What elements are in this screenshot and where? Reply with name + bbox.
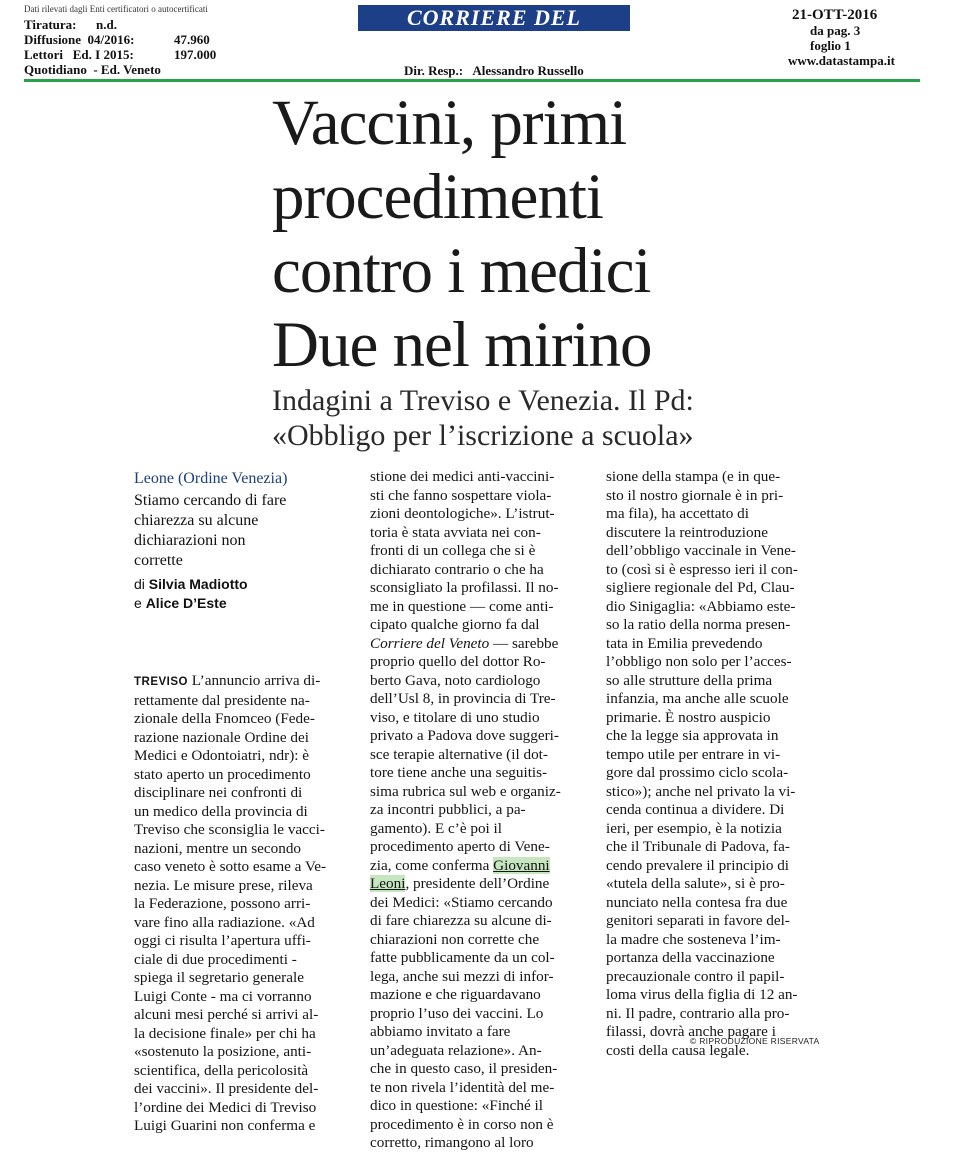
body-line: sconsigliato la profilassi. Il no- (370, 579, 559, 596)
body-line: di fare chiarezza su alcune di- (370, 912, 552, 929)
body-line: vare fino alla radiazione. «Ad (134, 913, 315, 931)
quote-kicker: Leone (Ordine Venezia) (134, 470, 288, 487)
pull-quote (134, 491, 354, 571)
body-line: dell’Usl 8, in provincia di Tre- (370, 690, 556, 707)
body-line: proprio quello del dottor Ro- (370, 653, 546, 670)
body-line: dio Sinigaglia: «Abbiamo este- (606, 597, 796, 615)
body-column-1 (134, 672, 348, 1136)
author-name: Alice D’Este (145, 595, 227, 611)
readers-label: Lettori Ed. I 2015: (24, 47, 134, 62)
body-line: fatte pubblicamente da un col- (370, 949, 555, 966)
body-line: procedimento aperto di Vene- (370, 838, 550, 855)
body-line: Luigi Guarini non conferma e (134, 1117, 316, 1134)
body-line: gore dal prossimo ciclo scola- (606, 764, 789, 781)
body-line: la Federazione, possono arri- (134, 895, 311, 912)
body-line: tore tiene anche una seguitis- (370, 764, 548, 781)
body-line: tempo utile per entrare in vi- (606, 745, 781, 763)
diffusion-label: Diffusione 04/2016: (24, 32, 135, 47)
body-line: corretto, rimangono al loro (370, 1134, 534, 1151)
body-line: loma virus della figlia di 12 an- (606, 986, 798, 1003)
subhead-line: «Obbligo per l’iscrizione a scuola» (272, 419, 694, 452)
body-line: berto Gava, noto cardiologo (370, 671, 541, 689)
readers-row (24, 47, 324, 62)
edition-label: Quotidiano - Ed. Veneto (24, 62, 161, 77)
issue-info (788, 8, 928, 68)
pull-quote-line: dichiarazioni non (134, 532, 246, 549)
website-link[interactable]: www.datastampa.it (788, 53, 895, 68)
body-line: fronti di un collega che si è (370, 542, 536, 559)
body-line: cendo prevalere il principio di (606, 856, 790, 874)
body-column-2 (370, 468, 584, 1153)
body-line: spiega il segretario generale (134, 969, 304, 986)
circulation-info (24, 17, 324, 77)
subheadline (272, 383, 932, 453)
body-line: alcuni mesi perché si arrivi al- (134, 1006, 319, 1023)
body-text: , presidente dell’Ordine (405, 875, 550, 892)
body-line: sigliere regionale del Pd, Clau- (606, 579, 795, 596)
body-line: sce terapie alternative (il dot- (370, 745, 548, 763)
pull-quote-line: Stiamo cercando di fare (134, 492, 287, 509)
body-line: privato a Padova dove suggeri- (370, 727, 559, 744)
body-line: scientifica, della pericolosità (134, 1061, 309, 1079)
body-line: gamento). E c’è poi il (370, 819, 503, 837)
headline (272, 86, 932, 382)
byline (134, 575, 248, 613)
body-line: cenda continua a dividere. Di (606, 801, 785, 818)
body-line: toria è stata avviata nei con- (370, 523, 541, 541)
issue-date: 21-OTT-2016 (792, 7, 878, 23)
pull-quote-line: corrette (134, 552, 183, 569)
body-line: «tutela della salute», si è pro- (606, 875, 785, 892)
readers-value: 197.000 (174, 47, 217, 62)
copyright-notice: © RIPRODUZIONE RISERVATA (690, 1036, 820, 1046)
body-line: la madre che sosteneva l’im- (606, 930, 781, 948)
body-line: razione nazionale Ordine dei (134, 728, 309, 746)
body-line: ma fila), ha accettato di (606, 505, 749, 522)
diffusion-row (24, 32, 324, 47)
body-line: costi della causa legale. (606, 1041, 750, 1059)
body-line: to (così si è espresso ieri il con- (606, 560, 798, 578)
byline-prefix: di (134, 576, 145, 592)
director-label: Dir. Resp.: (404, 63, 464, 78)
circulation-row (24, 17, 324, 32)
body-line (134, 672, 348, 692)
page-reference: da pag. 3 (810, 23, 861, 38)
body-line: discutere la reintroduzione (606, 523, 768, 541)
body-text: zia, come conferma (370, 856, 494, 874)
body-line: lega, anche sui mezzi di infor- (370, 967, 554, 985)
body-line: la decisione finale» per chi ha (134, 1024, 316, 1042)
headline-line: Vaccini, primi (272, 87, 627, 159)
body-line: ni. Il padre, contrario alla pro- (606, 1004, 790, 1022)
body-line: che in questo caso, il presiden- (370, 1060, 558, 1077)
body-line: primarie. È nostro auspicio (606, 708, 771, 726)
subhead-line: Indagini a Treviso e Venezia. Il Pd: (272, 384, 694, 417)
body-line: «sostenuto la posizione, anti- (134, 1043, 312, 1060)
director-name: Alessandro Russello (472, 63, 584, 78)
circulation-label: Tiratura: (24, 17, 77, 32)
byline-author-1 (134, 575, 248, 594)
diffusion-value: 47.960 (174, 32, 210, 47)
certification-note: Dati rilevati dagli Enti certificatori o autocertificati (24, 4, 208, 14)
body-line: dichiarato contrario o che ha (370, 560, 544, 578)
body-line: Medici e Odontoiatri, ndr): è (134, 747, 310, 764)
body-line: disciplinare nei confronti di (134, 784, 303, 801)
body-line: caso veneto è sotto esame a Ve- (134, 858, 327, 875)
body-line: dei Medici: «Stiamo cercando (370, 893, 553, 911)
body-line: che il Tribunale di Padova, fa- (606, 838, 790, 855)
body-line: zioni deontologiche». L’istrut- (370, 505, 555, 522)
body-line: un’adeguata relazione». An- (370, 1041, 542, 1059)
body-column-3 (606, 468, 820, 1060)
body-line: Treviso che sconsiglia le vacci- (134, 821, 325, 838)
headline-line: procedimenti (272, 161, 603, 233)
body-line: chiarazioni non corrette che (370, 930, 540, 948)
body-line: oggi ci risulta l’apertura uffi- (134, 932, 311, 949)
body-line: ieri, per esempio, è la notizia (606, 819, 782, 837)
byline-prefix: e (134, 595, 142, 611)
body-line: mazione e che riguardavano (370, 986, 541, 1003)
director (404, 63, 584, 79)
body-line: so la ratio della norma presen- (606, 616, 791, 633)
body-line: genitori separati in favore del- (606, 912, 790, 929)
body-line: so alle strutture della prima (606, 671, 773, 689)
body-line: un medico della provincia di (134, 802, 308, 820)
body-line: Corriere del Veneto — sarebbe (370, 634, 559, 652)
body-line: stato aperto un procedimento (134, 765, 311, 783)
body-line: che la legge sia approvata in (606, 727, 779, 744)
body-line: procedimento è in corso non è (370, 1115, 554, 1133)
headline-line: contro i medici (272, 235, 651, 307)
newspaper-masthead: CORRIERE DEL VENETO (358, 5, 630, 31)
newspaper-name: Corriere del Veneto (370, 634, 490, 652)
body-line: rettamente dal presidente na- (134, 691, 310, 709)
body-line: infanzia, ma anche alle scuole (606, 690, 789, 707)
byline-author-2 (134, 594, 248, 613)
sheet-number: foglio 1 (810, 38, 851, 53)
body-line: dei vaccini». Il presidente del- (134, 1080, 319, 1097)
body-line: nazioni, mentre un secondo (134, 839, 302, 857)
body-line: tata in Emilia prevedendo (606, 634, 763, 652)
highlighted-name: Leoni (370, 875, 406, 892)
body-line: nezia. Le misure prese, rileva (134, 876, 313, 894)
body-line: ciale di due procedimenti - (134, 950, 297, 968)
body-line: te non rivela l’identità del me- (370, 1078, 555, 1096)
body-line: sima rubrica sul web e organiz- (370, 782, 561, 800)
body-line: dico in questione: «Finché il (370, 1097, 543, 1114)
headline-line: Due nel mirino (272, 309, 652, 381)
header-divider (24, 79, 920, 82)
circulation-value: n.d. (96, 17, 117, 32)
highlighted-name: Giovanni (493, 856, 550, 874)
body-line: Luigi Conte - ma ci vorranno (134, 987, 312, 1005)
edition-row (24, 62, 324, 77)
body-line: cipato qualche giorno fa dal (370, 616, 540, 633)
body-line: me in questione — come anti- (370, 597, 554, 615)
body-line: abbiamo invitato a fare (370, 1023, 511, 1040)
body-line: l’ordine dei Medici di Treviso (134, 1098, 317, 1116)
body-line: sto il nostro giornale è in pri- (606, 486, 784, 504)
author-name: Silvia Madiotto (148, 576, 248, 592)
body-line: nunciato nella contesa fra due (606, 893, 788, 911)
body-line: viso, e titolare di uno studio (370, 708, 540, 726)
body-line: zionale della Fnomceo (Fede- (134, 710, 315, 727)
body-line: stico»); anche nel privato la vi- (606, 782, 796, 800)
body-line: sione della stampa (e in que- (606, 468, 781, 485)
body-text: L’annuncio arriva di- (187, 672, 321, 689)
body-line: l’obbligo non solo per l’acces- (606, 653, 792, 670)
body-line: filassi, dovrà anche pagare i (606, 1023, 776, 1040)
pull-quote-line: chiarezza su alcune (134, 512, 259, 529)
dateline: TREVISO (134, 676, 188, 688)
body-line: dell’obbligo vaccinale in Vene- (606, 542, 796, 559)
body-line: precauzionale contro il papil- (606, 967, 785, 985)
body-line (370, 857, 584, 876)
body-line: portanza della vaccinazione (606, 949, 775, 966)
body-line (370, 875, 584, 894)
body-line: proprio l’uso dei vaccini. Lo (370, 1004, 544, 1022)
body-line: sti che fanno sospettare viola- (370, 486, 552, 504)
body-line: stione dei medici anti-vaccini- (370, 468, 555, 485)
body-line: za incontri pubblici, a pa- (370, 801, 526, 818)
